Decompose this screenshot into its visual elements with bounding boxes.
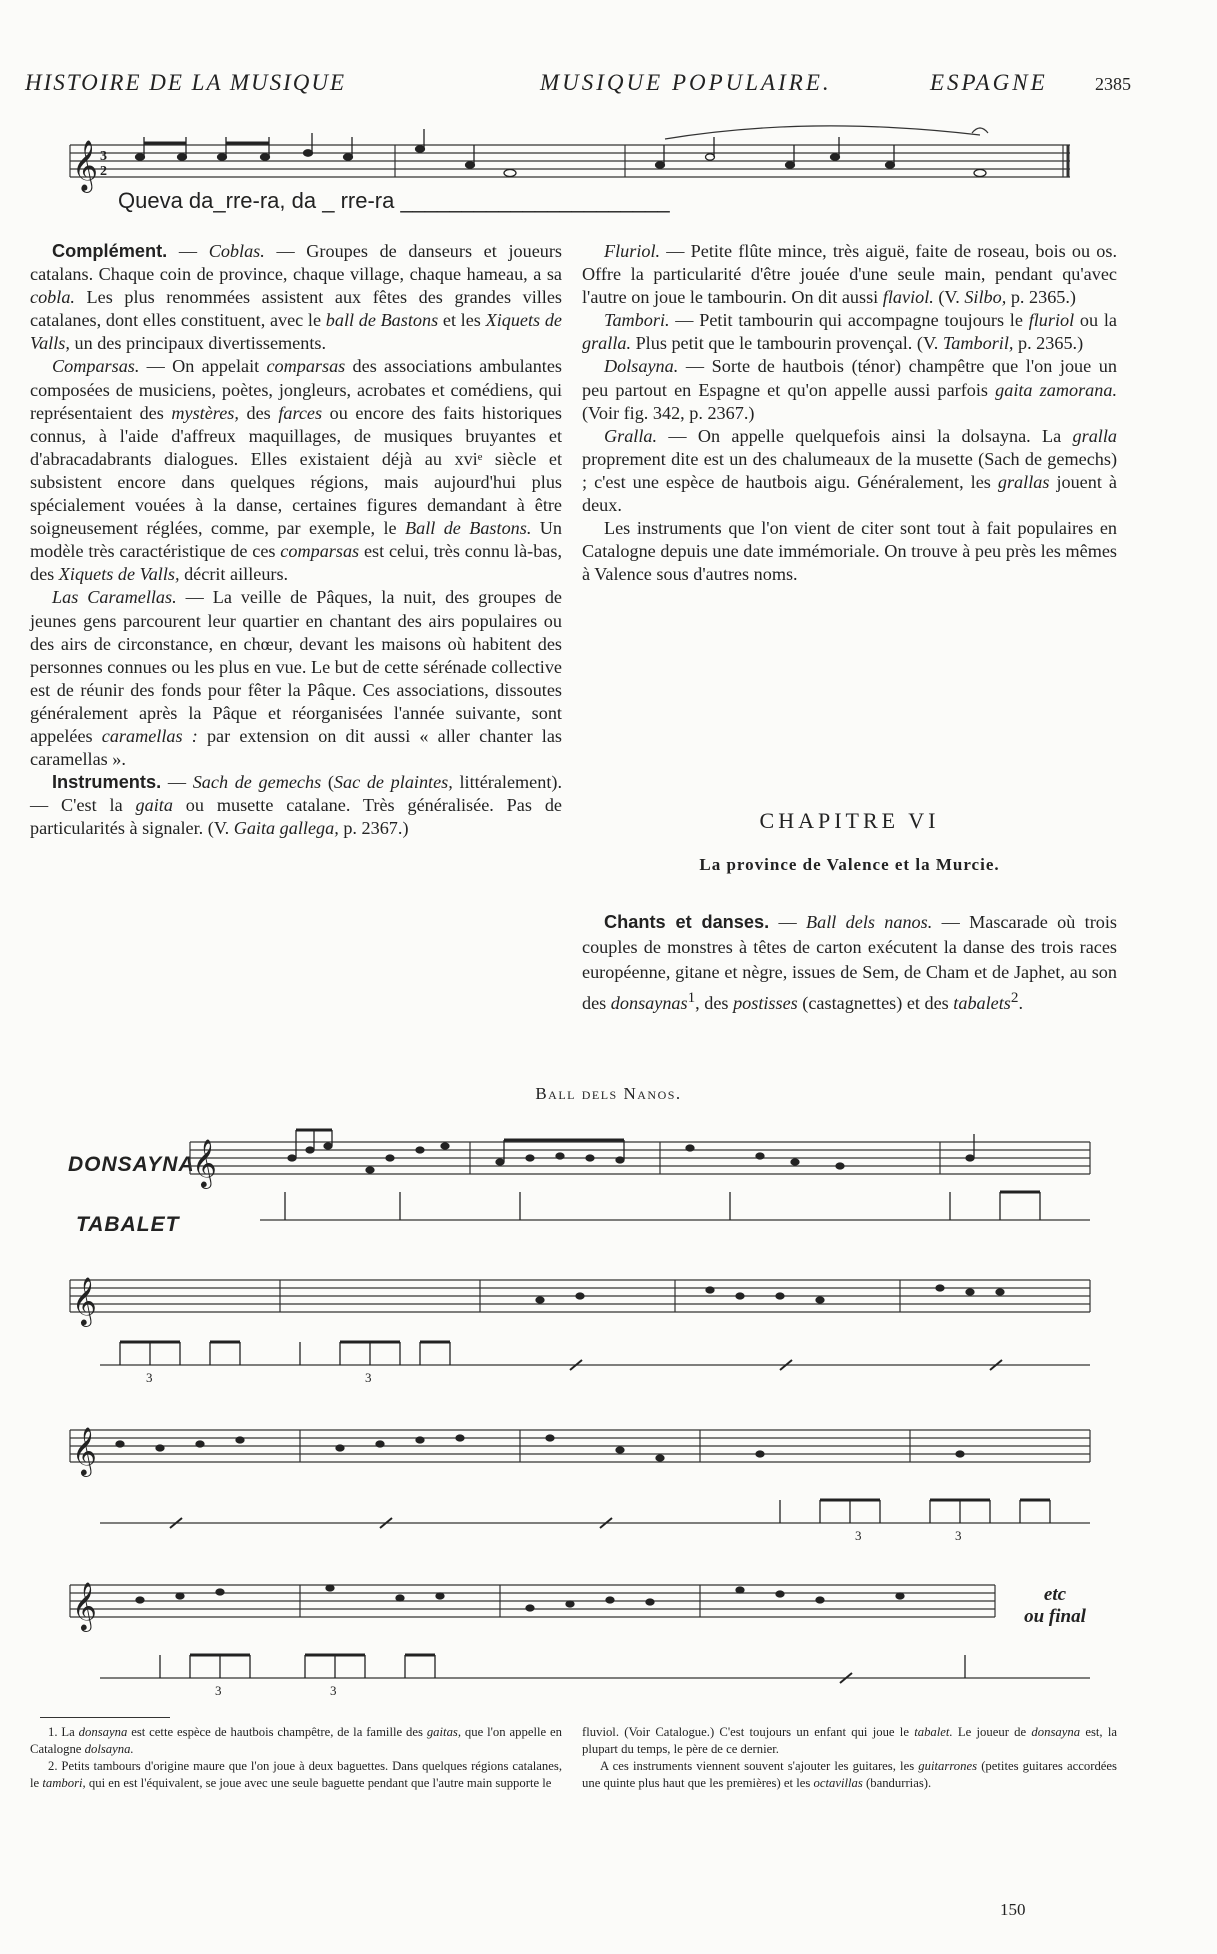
paragraph-instruments-summary: Les instruments que l'on vient de citer sont tout à fait populaires en Catalogne depuis une date immémoriale. On trouve à peu près les mêmes à Valence sous d'autres noms. bbox=[582, 518, 1117, 585]
svg-text:2: 2 bbox=[100, 164, 107, 179]
footnote-2-guitars: A ces instruments viennent souvent s'ajouter les guitares, les guitarrones (petites guitares accordées une quinte plus haut que les premières) et les octavillas (bandurrias). bbox=[582, 1759, 1117, 1790]
paragraph-fluriol: Fluriol. — Petite flûte mince, très aiguë, faite de roseau, bois ou os. Offre la particularité d'être jouée d'une seule main, pendant qu'avec l'autre on joue le tambourin. On dit aussi flaviol. (V. Silbo, p. 2365.) bbox=[582, 241, 1117, 308]
footnote-2: 2. Petits tambours d'origine maure que l'on joue à deux baguettes. Dans quelques régions catalanes, le tambori, qui en est l'équivalent, se joue avec une seule baguette pendant que l'autre main supporte le bbox=[30, 1759, 562, 1790]
footnote-rule bbox=[40, 1717, 170, 1718]
footnotes-right bbox=[582, 1724, 1117, 1792]
svg-text:𝄞: 𝄞 bbox=[72, 1276, 97, 1325]
svg-text:𝄞: 𝄞 bbox=[72, 1426, 97, 1475]
score-title: Ball dels Nanos. bbox=[535, 1084, 682, 1103]
footnote-ref-2[interactable]: 2 bbox=[1010, 989, 1019, 1006]
paragraph-chants-danses: Chants et danses. — Ball dels nanos. — Mascarade où trois couples de monstres à têtes de carton exécutent la danse des trois races européenne, gitane et nègre, issues de Sem, de Cham et de Japhet, au son des donsaynas$^1$, des postisses (castagnettes) et des tabalets$^2$. bbox=[582, 912, 1118, 1014]
paragraph-instruments: Instruments. — Sach de gemechs (Sac de plaintes, littéralement). — C'est la gaita ou musette catalane. Très généralisée. Pas de particularités à signaler. (V. Gaita gallega, p. 2367.) bbox=[30, 772, 562, 839]
page-number: 150 bbox=[1000, 1900, 1026, 1919]
svg-text:𝄞: 𝄞 bbox=[192, 1138, 217, 1187]
instrument-label-donsayna: DONSAYNA bbox=[68, 1153, 195, 1176]
right-column bbox=[582, 240, 1117, 586]
svg-text:3: 3 bbox=[100, 149, 107, 164]
paragraph-coblas: Complément. — Coblas. — Groupes de danseurs et joueurs catalans. Chaque coin de province, chaque village, chaque hameau, a sa cobla. Les plus renommées assistent aux fêtes des grandes villes catalanes, dont elles constituent, avec le ball de Bastons et les Xiquets de Valls, un des principaux divertissements. bbox=[30, 241, 562, 354]
triplet-mark: 3 bbox=[215, 1683, 222, 1698]
chapter-title: CHAPITRE VI bbox=[759, 808, 940, 833]
paragraph-comparsas: Comparsas. — On appelait comparsas des associations ambulantes composées de musiciens, poètes, jongleurs, acrobates et comédiens, qui représentaient des mystères, des farces ou encore des faits historiques connus, à l'aide d'affreux maquillages, de musiques bruyantes et d'abracadabrants dialogues. Elles existaient déjà au xviᵉ siècle et subsistent encore dans quelques régions, mais aujourd'hui plus spécialement vouées à la danse, certaines figures demandant à être soigneusement réglées, comme, par exemple, le Ball de Bastons. Un modèle très caractéristique de ces comparsas est celui, très connu là-bas, des Xiquets de Valls, décrit ailleurs. bbox=[30, 356, 563, 585]
triplet-mark: 3 bbox=[855, 1528, 862, 1543]
svg-text:𝄞: 𝄞 bbox=[72, 1581, 97, 1630]
running-header bbox=[25, 70, 1131, 100]
top-melody-lyric: Queva da_rre-ra, da _ rre-ra ______________________ bbox=[118, 188, 670, 213]
paragraph-gralla: Gralla. — On appelle quelquefois ainsi la dolsayna. La gralla proprement dite est un des chalumeaux de la musette (Sach de gemechs) ; c'est une espèce de hautbois aigu. Généralement, les grallas jouent à deux. bbox=[582, 425, 1117, 516]
chapter-subtitle: La province de Valence et la Murcie. bbox=[699, 855, 1000, 874]
triplet-mark: 3 bbox=[955, 1528, 962, 1543]
header-left: HISTOIRE DE LA MUSIQUE bbox=[25, 70, 347, 95]
footnote-1: 1. La donsayna est cette espèce de hautbois champêtre, de la famille des gaitas, que l'on appelle en Catalogne dolsayna. bbox=[30, 1725, 562, 1756]
header-page-number: 2385 bbox=[1095, 74, 1131, 94]
top-melody-staff bbox=[50, 125, 1080, 195]
footnote-2-continued: fluviol. (Voir Catalogue.) C'est toujours un enfant qui joue le tabalet. Le joueur de donsayna est, la plupart du temps, le père de ce dernier. bbox=[582, 1725, 1117, 1756]
header-center: MUSIQUE POPULAIRE. bbox=[540, 70, 832, 95]
score-system bbox=[60, 1120, 1160, 1700]
triplet-mark: 3 bbox=[365, 1370, 372, 1385]
paragraph-dolsayna: Dolsayna. — Sorte de hautbois (ténor) champêtre que l'on joue un peu partout en Espagne et qu'on appelle aussi parfois gaita zamorana. (Voir fig. 342, p. 2367.) bbox=[582, 356, 1117, 423]
paragraph-tambori: Tambori. — Petit tambourin qui accompagne toujours le fluriol ou la gralla. Plus petit que le tambourin provençal. (V. Tamboril, p. 2365.) bbox=[582, 310, 1117, 354]
instrument-label-tabalet: TABALET bbox=[76, 1213, 180, 1236]
score-ending-note: etc ou final bbox=[1024, 1584, 1086, 1627]
footnotes-left bbox=[30, 1724, 562, 1792]
triplet-mark: 3 bbox=[146, 1370, 153, 1385]
triplet-mark: 3 bbox=[330, 1683, 337, 1698]
paragraph-caramellas: Las Caramellas. — La veille de Pâques, la nuit, des groupes de jeunes gens parcourent leur quartier en chantant des airs populaires ou des airs de circonstance, en chœur, devant les maisons où habitent des personnes connues ou les plus en vue. Le but de cette sérénade collective est de réunir des fonds pour fêter la Pâque. Ces associations, dissoutes généralement après la Pâque et réorganisées l'année suivante, sont appelées caramellas : par extension on dit aussi « aller chanter las caramellas ». bbox=[30, 587, 563, 770]
header-right: ESPAGNE bbox=[930, 70, 1048, 95]
left-column bbox=[30, 240, 562, 840]
footnote-ref-1[interactable]: 1 bbox=[687, 989, 696, 1006]
svg-text:𝄞: 𝄞 bbox=[72, 140, 99, 191]
